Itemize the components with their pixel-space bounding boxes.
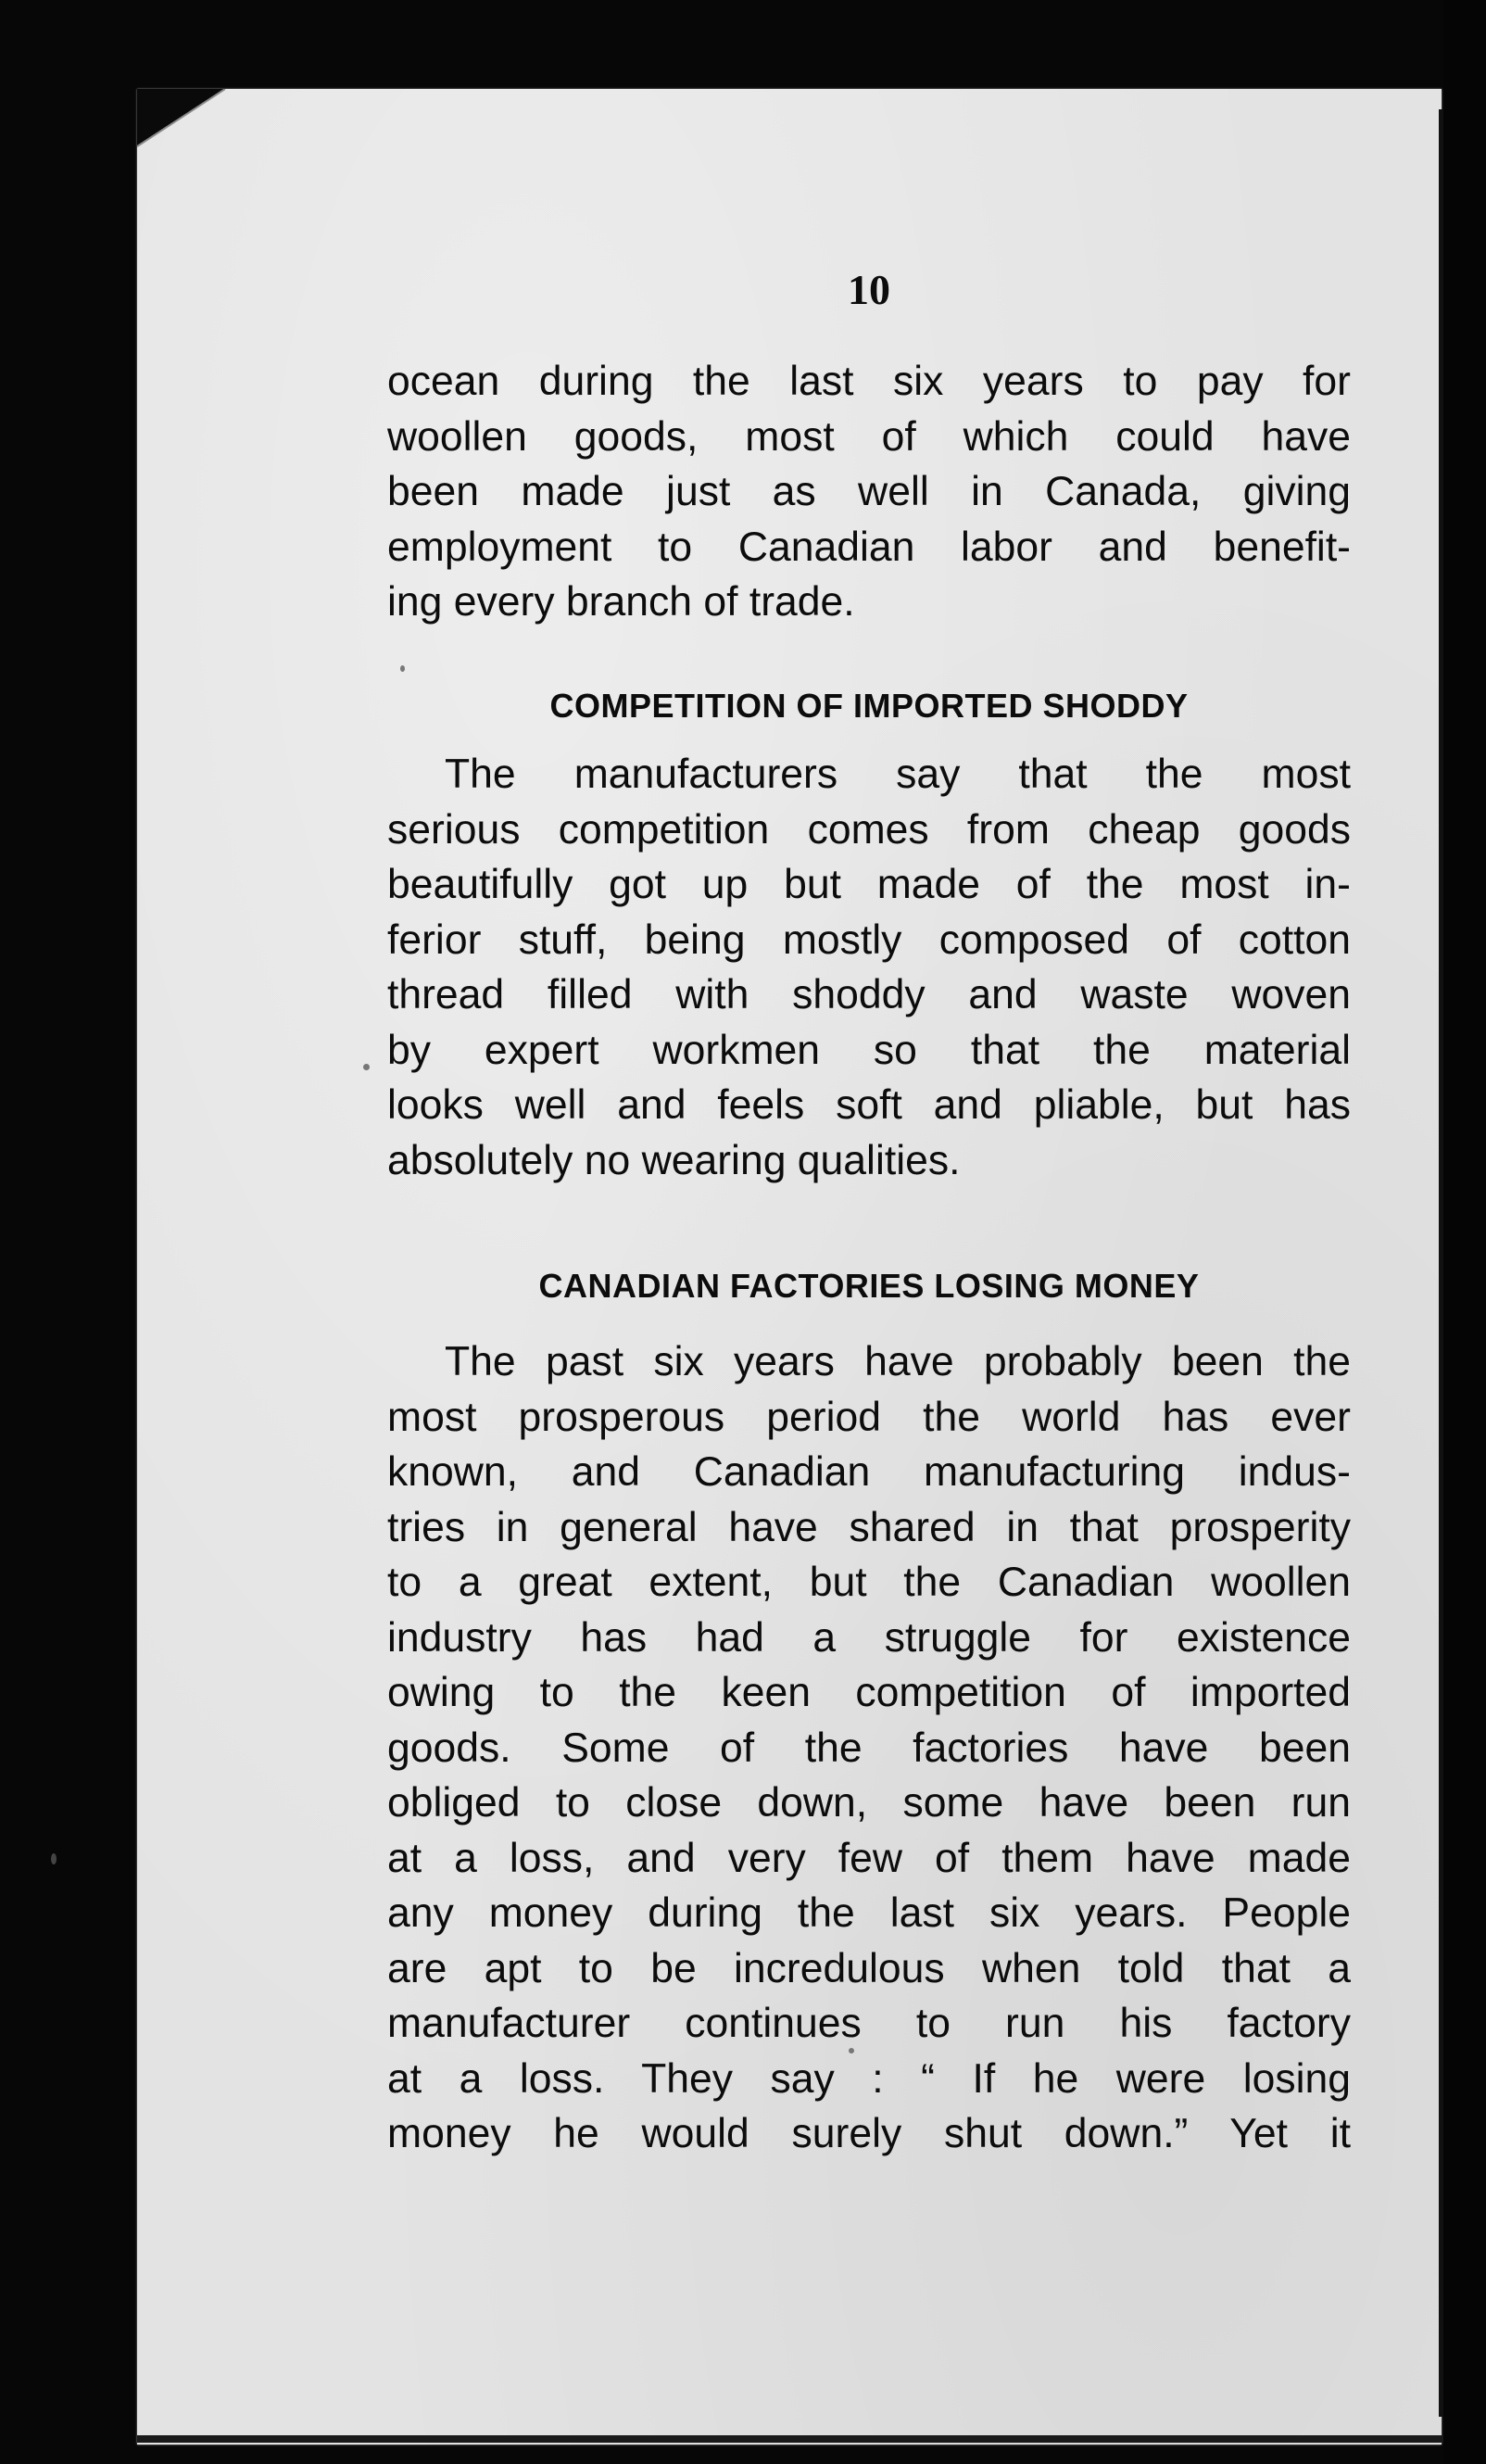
text-line: absolutely no wearing qualities. bbox=[387, 1137, 961, 1183]
paragraph bbox=[387, 1334, 1351, 2162]
page-bottom-edge bbox=[137, 2435, 1443, 2443]
text-line: at a loss. They say : “ If he were losing bbox=[387, 2055, 1351, 2102]
text-line: manufacturer continues to run his factory bbox=[387, 2001, 1351, 2046]
text-line: to a great extent, but the Canadian woollen bbox=[387, 1560, 1351, 1605]
scan-right-margin bbox=[1443, 0, 1486, 2464]
text-line: obliged to close down, some have been run bbox=[387, 1780, 1351, 1826]
text-line: looks well and feels soft and pliable, but has bbox=[387, 1082, 1351, 1128]
paragraph bbox=[387, 354, 1351, 630]
text-line: goods. Some of the factories have been bbox=[387, 1725, 1351, 1771]
text-line: ing every branch of trade. bbox=[387, 579, 855, 625]
text-line: serious competition comes from cheap goods bbox=[387, 806, 1351, 853]
section-heading: CANADIAN FACTORIES LOSING MONEY bbox=[538, 1267, 1200, 1305]
text-line: been made just as well in Canada, giving bbox=[387, 469, 1351, 514]
page-number: 10 bbox=[848, 266, 890, 313]
paragraph bbox=[387, 747, 1351, 1188]
text-line: tries in general have shared in that prosperity bbox=[387, 1504, 1351, 1550]
text-line: industry has had a struggle for existence bbox=[387, 1614, 1351, 1661]
text-line: ferior stuff, being mostly composed of cotton bbox=[387, 916, 1351, 963]
text-line: any money during the last six years. People bbox=[387, 1890, 1351, 1936]
text-line: The past six years have probably been the bbox=[445, 1339, 1351, 1384]
text-line: employment to Canadian labor and benefit- bbox=[387, 524, 1351, 570]
text-line: thread filled with shoddy and waste woven bbox=[387, 972, 1351, 1017]
scan-speck bbox=[400, 665, 405, 672]
text-line: at a loss, and very few of them have made bbox=[387, 1835, 1351, 1881]
folded-corner bbox=[137, 89, 239, 163]
text-line: The manufacturers say that the most bbox=[445, 752, 1351, 797]
scan-speck bbox=[51, 1853, 57, 1864]
section-heading: COMPETITION OF IMPORTED SHODDY bbox=[549, 687, 1189, 725]
text-line: money he would surely shut down.” Yet it bbox=[387, 2111, 1351, 2156]
text-line: woollen goods, most of which could have bbox=[387, 413, 1351, 460]
text-line: owing to the keen competition of imported bbox=[387, 1670, 1351, 1715]
text-line: are apt to be incredulous when told that a bbox=[387, 1945, 1351, 1991]
text-line: most prosperous period the world has ever bbox=[387, 1394, 1351, 1440]
text-line: beautifully got up but made of the most in- bbox=[387, 862, 1351, 907]
text-line: ocean during the last six years to pay for bbox=[387, 359, 1351, 404]
text-line: known, and Canadian manufacturing indus- bbox=[387, 1449, 1351, 1495]
text-line: by expert workmen so that the material bbox=[387, 1027, 1351, 1073]
scan-speck bbox=[363, 1064, 370, 1070]
